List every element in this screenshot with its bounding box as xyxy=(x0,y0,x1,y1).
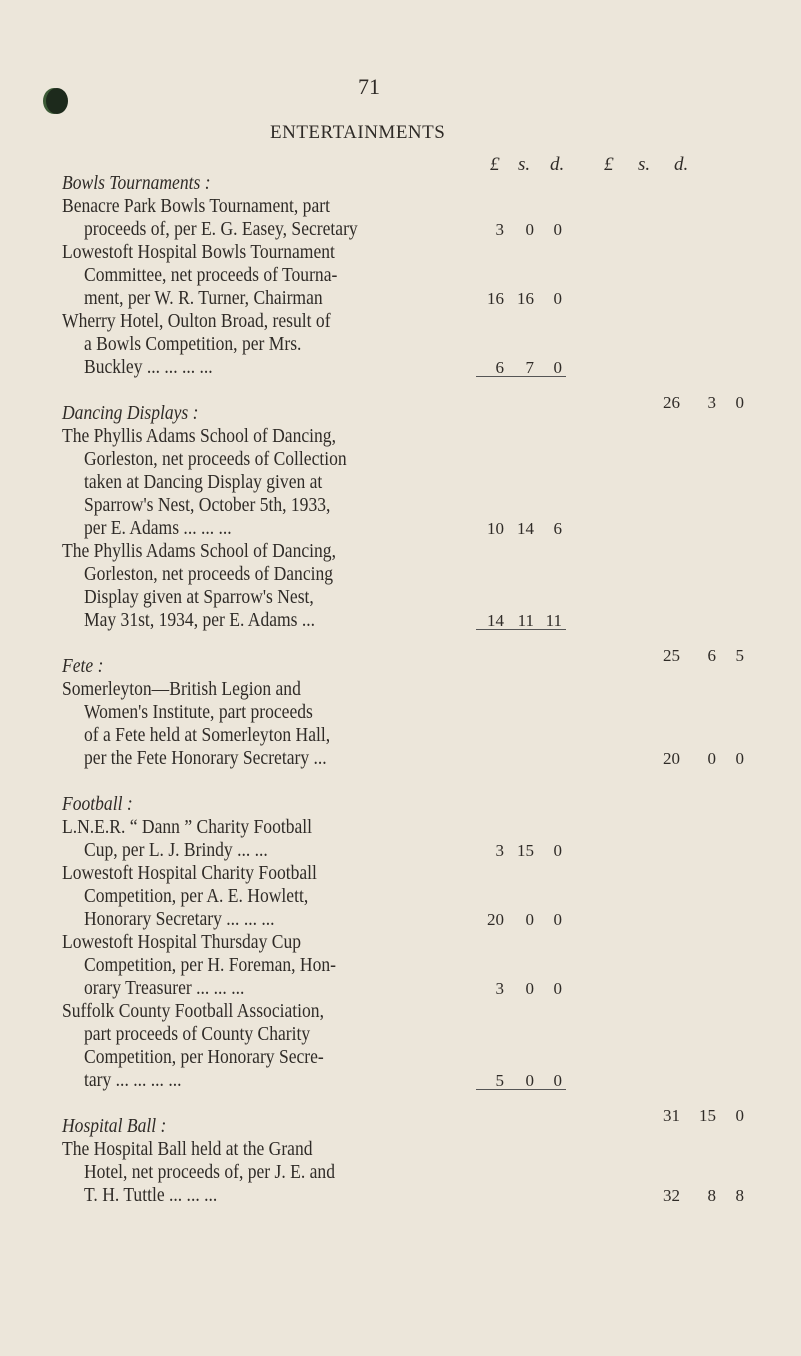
section-subtotal-shillings: 15 xyxy=(699,1106,716,1125)
entry-text: Somerleyton—British Legion and xyxy=(62,679,301,700)
subtotal-rule xyxy=(476,629,566,630)
entry-amount-pounds: 3 xyxy=(495,220,504,239)
entry-text: Cup, per L. J. Brindy ... ... xyxy=(84,840,268,861)
entry-line xyxy=(0,862,801,885)
entry-line xyxy=(0,425,801,448)
entry-text: tary ... ... ... ... xyxy=(84,1070,182,1091)
entry-text: orary Treasurer ... ... ... xyxy=(84,978,245,999)
subtotal-row xyxy=(0,632,801,665)
section-heading xyxy=(0,1115,801,1138)
column-header-shillings-2: s. xyxy=(638,154,651,175)
entry-line xyxy=(0,310,801,333)
entry-line xyxy=(0,1000,801,1023)
entry-line xyxy=(0,494,801,517)
entry-line xyxy=(0,471,801,494)
entry-text: Honorary Secretary ... ... ... xyxy=(84,909,275,930)
entry-line xyxy=(0,218,801,241)
entry-amount-pounds: 6 xyxy=(495,358,504,377)
entry-line xyxy=(0,563,801,586)
entry-text: a Bowls Competition, per Mrs. xyxy=(84,334,302,355)
entry-amount-pounds: 14 xyxy=(487,611,504,630)
entry-line xyxy=(0,1023,801,1046)
entry-text: Benacre Park Bowls Tournament, part xyxy=(62,196,330,217)
entry-line xyxy=(0,448,801,471)
section-heading xyxy=(0,793,801,816)
section-total-pence: 8 xyxy=(735,1186,744,1205)
entry-text: May 31st, 1934, per E. Adams ... xyxy=(84,610,316,631)
entry-text: Gorleston, net proceeds of Collection xyxy=(84,449,347,470)
subtotal-rule xyxy=(476,1089,566,1090)
entry-line xyxy=(0,517,801,540)
entry-amount-shillings: 14 xyxy=(517,519,534,538)
entry-amount-pence: 0 xyxy=(553,841,562,860)
section-total-shillings: 8 xyxy=(707,1186,716,1205)
entry-line xyxy=(0,586,801,609)
entry-text: Display given at Sparrow's Nest, xyxy=(84,587,314,608)
entry-line xyxy=(0,908,801,931)
subtotal-row xyxy=(0,379,801,412)
section-subtotal-pounds: 25 xyxy=(663,646,680,665)
entry-amount-pence: 0 xyxy=(553,979,562,998)
entry-amount-pence: 0 xyxy=(553,1071,562,1090)
blank-row xyxy=(0,770,801,793)
entry-amount-shillings: 0 xyxy=(525,220,534,239)
section-heading-text: Football : xyxy=(62,794,133,815)
entry-text: taken at Dancing Display given at xyxy=(84,472,323,493)
entry-text: T. H. Tuttle ... ... ... xyxy=(84,1185,218,1206)
section-subtotal-pence: 0 xyxy=(735,393,744,412)
entry-line xyxy=(0,1046,801,1069)
entry-text: Lowestoft Hospital Bowls Tournament xyxy=(62,242,335,263)
entry-amount-shillings: 7 xyxy=(525,358,534,377)
entry-text: The Hospital Ball held at the Grand xyxy=(62,1139,313,1160)
section-subtotal-pounds: 26 xyxy=(663,393,680,412)
entry-line xyxy=(0,885,801,908)
entry-text: Wherry Hotel, Oulton Broad, result of xyxy=(62,311,331,332)
entry-line xyxy=(0,333,801,356)
entry-amount-shillings: 0 xyxy=(525,979,534,998)
entry-amount-shillings: 11 xyxy=(517,611,534,630)
entry-line xyxy=(0,1161,801,1184)
entry-line xyxy=(0,701,801,724)
page-title: ENTERTAINMENTS xyxy=(270,122,446,143)
section-heading-text: Fete : xyxy=(62,656,104,677)
entry-line xyxy=(0,724,801,747)
entry-line xyxy=(0,678,801,701)
entry-text: proceeds of, per E. G. Easey, Secretary xyxy=(84,219,358,240)
section-subtotal-shillings: 6 xyxy=(707,646,716,665)
entry-text: Committee, net proceeds of Tourna- xyxy=(84,265,338,286)
entry-amount-pence: 0 xyxy=(553,220,562,239)
entry-amount-pounds: 10 xyxy=(487,519,504,538)
entry-text: ment, per W. R. Turner, Chairman xyxy=(84,288,323,309)
entry-line xyxy=(0,977,801,1000)
entry-text: Gorleston, net proceeds of Dancing xyxy=(84,564,334,585)
subtotal-rule xyxy=(476,376,566,377)
entry-amount-pounds: 5 xyxy=(495,1071,504,1090)
entry-amount-pence: 0 xyxy=(553,289,562,308)
entry-amount-pence: 11 xyxy=(545,611,562,630)
entry-amount-pounds: 16 xyxy=(487,289,504,308)
entry-amount-pence: 6 xyxy=(553,519,562,538)
section-subtotal-pence: 0 xyxy=(735,1106,744,1125)
subtotal-row xyxy=(0,1092,801,1125)
section-heading-text: Bowls Tournaments : xyxy=(62,173,211,194)
entry-amount-shillings: 15 xyxy=(517,841,534,860)
entry-text: Suffolk County Football Association, xyxy=(62,1001,324,1022)
column-header-pounds-1: £ xyxy=(490,154,500,175)
entry-amount-pounds: 3 xyxy=(495,841,504,860)
entry-line xyxy=(0,195,801,218)
entry-amount-shillings: 16 xyxy=(517,289,534,308)
entry-amount-pounds: 3 xyxy=(495,979,504,998)
section-total-pence: 0 xyxy=(735,749,744,768)
section-heading xyxy=(0,172,801,195)
entry-amount-shillings: 0 xyxy=(525,910,534,929)
entry-text: per the Fete Honorary Secretary ... xyxy=(84,748,327,769)
section-heading-text: Dancing Displays : xyxy=(62,403,199,424)
entry-text: L.N.E.R. “ Dann ” Charity Football xyxy=(62,817,313,838)
column-header-pounds-2: £ xyxy=(604,154,614,175)
entry-line xyxy=(0,1069,801,1092)
entry-amount-pence: 0 xyxy=(553,358,562,377)
entry-text: per E. Adams ... ... ... xyxy=(84,518,232,539)
section-heading-text: Hospital Ball : xyxy=(62,1116,167,1137)
entry-text: Women's Institute, part proceeds xyxy=(84,702,313,723)
entry-text: of a Fete held at Somerleyton Hall, xyxy=(84,725,331,746)
section-subtotal-pence: 5 xyxy=(735,646,744,665)
section-subtotal-pounds: 31 xyxy=(663,1106,680,1125)
entry-line xyxy=(0,839,801,862)
entry-line xyxy=(0,356,801,379)
entry-amount-pence: 0 xyxy=(553,910,562,929)
entry-text: Lowestoft Hospital Charity Football xyxy=(62,863,317,884)
section-heading xyxy=(0,402,801,425)
section-total-shillings: 0 xyxy=(707,749,716,768)
entries-list xyxy=(0,172,801,1207)
section-subtotal-shillings: 3 xyxy=(707,393,716,412)
punch-hole xyxy=(46,88,68,114)
entry-line xyxy=(0,954,801,977)
entry-line xyxy=(0,287,801,310)
entry-line xyxy=(0,1184,801,1207)
section-heading xyxy=(0,655,801,678)
entry-text: Competition, per Honorary Secre- xyxy=(84,1047,324,1068)
entry-line xyxy=(0,931,801,954)
entry-line xyxy=(0,747,801,770)
entry-text: Sparrow's Nest, October 5th, 1933, xyxy=(84,495,331,516)
entry-text: Hotel, net proceeds of, per J. E. and xyxy=(84,1162,335,1183)
page-number: 71 xyxy=(358,74,380,99)
entry-line xyxy=(0,264,801,287)
entry-text: Competition, per H. Foreman, Hon- xyxy=(84,955,336,976)
entry-line xyxy=(0,609,801,632)
column-header-shillings-1: s. xyxy=(518,154,531,175)
entry-amount-shillings: 0 xyxy=(525,1071,534,1090)
column-header-pence-1: d. xyxy=(550,154,565,175)
column-header-pence-2: d. xyxy=(674,154,689,175)
entry-text: Buckley ... ... ... ... xyxy=(84,357,213,378)
entry-amount-pounds: 20 xyxy=(487,910,504,929)
section-total-pounds: 32 xyxy=(663,1186,680,1205)
entry-text: The Phyllis Adams School of Dancing, xyxy=(62,541,336,562)
entry-text: The Phyllis Adams School of Dancing, xyxy=(62,426,336,447)
entry-text: Competition, per A. E. Howlett, xyxy=(84,886,309,907)
entry-text: Lowestoft Hospital Thursday Cup xyxy=(62,932,302,953)
entry-line xyxy=(0,241,801,264)
entry-line xyxy=(0,540,801,563)
entry-text: part proceeds of County Charity xyxy=(84,1024,311,1045)
entry-line xyxy=(0,1138,801,1161)
entry-line xyxy=(0,816,801,839)
section-total-pounds: 20 xyxy=(663,749,680,768)
